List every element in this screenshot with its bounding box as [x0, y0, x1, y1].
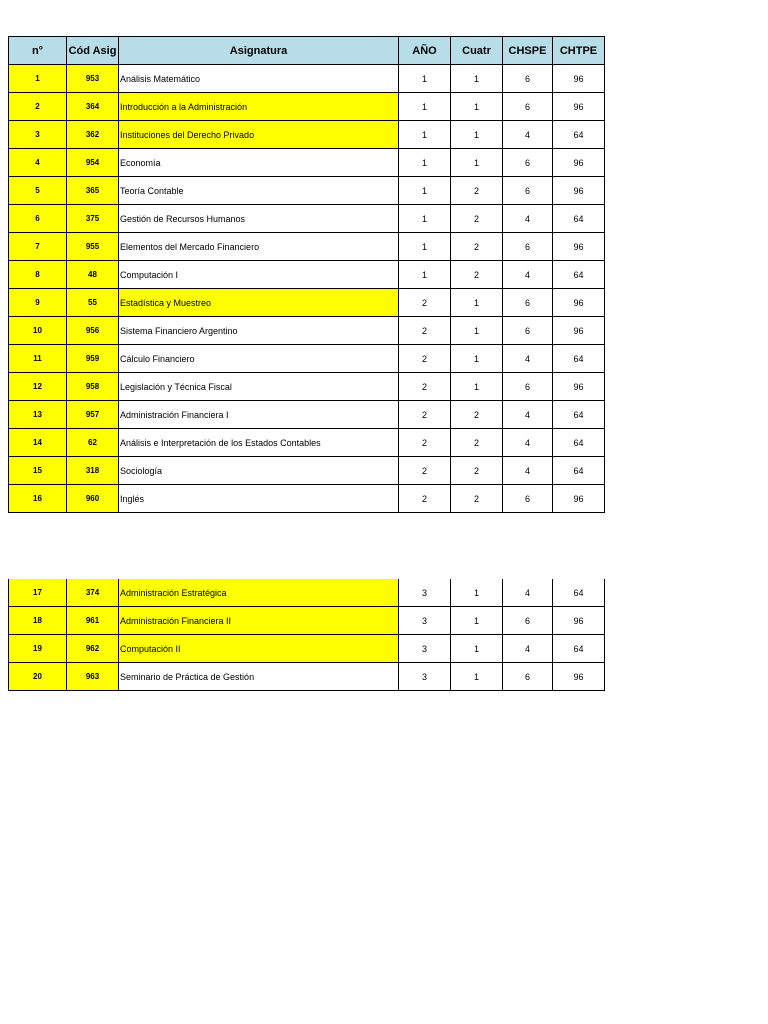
- course-year: 2: [399, 457, 451, 485]
- course-code: 62: [67, 429, 119, 457]
- course-name: Sociología: [119, 457, 399, 485]
- course-year: 3: [399, 579, 451, 607]
- course-term: 2: [451, 485, 503, 513]
- table-row: [9, 233, 605, 261]
- course-chspe: 4: [503, 261, 553, 289]
- course-chspe: 4: [503, 579, 553, 607]
- course-name: Introducción a la Administración: [119, 93, 399, 121]
- course-chtpe: 96: [553, 177, 605, 205]
- course-chtpe: 64: [553, 429, 605, 457]
- course-chtpe: 64: [553, 205, 605, 233]
- course-year: 1: [399, 205, 451, 233]
- course-name: Legislación y Técnica Fiscal: [119, 373, 399, 401]
- header-row: [9, 37, 605, 65]
- header-chspe: CHSPE: [503, 37, 553, 65]
- course-year: 2: [399, 317, 451, 345]
- course-year: 3: [399, 607, 451, 635]
- course-chspe: 6: [503, 485, 553, 513]
- course-term: 1: [451, 93, 503, 121]
- course-name: Análisis e Interpretación de los Estados Contables: [119, 429, 399, 457]
- header-anio: AÑO: [399, 37, 451, 65]
- row-number: 2: [9, 93, 67, 121]
- course-name: Estadística y Muestreo: [119, 289, 399, 317]
- course-chtpe: 96: [553, 93, 605, 121]
- course-term: 1: [451, 373, 503, 401]
- course-year: 2: [399, 401, 451, 429]
- course-chspe: 6: [503, 177, 553, 205]
- course-code: 963: [67, 663, 119, 691]
- course-year: 2: [399, 345, 451, 373]
- course-code: 960: [67, 485, 119, 513]
- row-number: 11: [9, 345, 67, 373]
- course-chtpe: 64: [553, 457, 605, 485]
- course-name: Administración Financiera II: [119, 607, 399, 635]
- course-chtpe: 96: [553, 607, 605, 635]
- row-number: 14: [9, 429, 67, 457]
- course-code: 48: [67, 261, 119, 289]
- course-year: 2: [399, 429, 451, 457]
- course-code: 958: [67, 373, 119, 401]
- course-name: Administración Financiera I: [119, 401, 399, 429]
- course-code: 961: [67, 607, 119, 635]
- table-row: [9, 345, 605, 373]
- course-chspe: 6: [503, 607, 553, 635]
- course-term: 2: [451, 177, 503, 205]
- course-year: 2: [399, 373, 451, 401]
- course-code: 362: [67, 121, 119, 149]
- row-number: 8: [9, 261, 67, 289]
- table-row: [9, 205, 605, 233]
- course-chspe: 4: [503, 121, 553, 149]
- course-year: 1: [399, 121, 451, 149]
- course-name: Análisis Matemático: [119, 65, 399, 93]
- course-year: 1: [399, 177, 451, 205]
- row-number: 19: [9, 635, 67, 663]
- course-chtpe: 64: [553, 121, 605, 149]
- course-code: 364: [67, 93, 119, 121]
- course-term: 2: [451, 401, 503, 429]
- course-chspe: 6: [503, 65, 553, 93]
- course-name: Teoría Contable: [119, 177, 399, 205]
- table-row: [9, 485, 605, 513]
- table-row: [9, 429, 605, 457]
- header-cuatr: Cuatr: [451, 37, 503, 65]
- course-chtpe: 96: [553, 65, 605, 93]
- course-chspe: 6: [503, 317, 553, 345]
- table-row: [9, 149, 605, 177]
- row-number: 9: [9, 289, 67, 317]
- course-term: 2: [451, 233, 503, 261]
- course-chtpe: 64: [553, 401, 605, 429]
- course-chspe: 4: [503, 635, 553, 663]
- subjects-table-2: [8, 579, 605, 691]
- table-row: [9, 65, 605, 93]
- course-term: 2: [451, 429, 503, 457]
- course-name: Instituciones del Derecho Privado: [119, 121, 399, 149]
- row-number: 5: [9, 177, 67, 205]
- table-row: [9, 663, 605, 691]
- course-year: 1: [399, 65, 451, 93]
- course-chtpe: 64: [553, 345, 605, 373]
- header-chtpe: CHTPE: [553, 37, 605, 65]
- course-term: 1: [451, 345, 503, 373]
- course-year: 3: [399, 663, 451, 691]
- table-row: [9, 317, 605, 345]
- course-term: 2: [451, 457, 503, 485]
- course-chtpe: 64: [553, 579, 605, 607]
- row-number: 15: [9, 457, 67, 485]
- table-row: [9, 177, 605, 205]
- course-chtpe: 96: [553, 289, 605, 317]
- header-asignatura: Asignatura: [119, 37, 399, 65]
- course-chspe: 6: [503, 663, 553, 691]
- course-chspe: 6: [503, 149, 553, 177]
- course-name: Gestión de Recursos Humanos: [119, 205, 399, 233]
- course-name: Sistema Financiero Argentino: [119, 317, 399, 345]
- table-row: [9, 457, 605, 485]
- course-term: 1: [451, 289, 503, 317]
- table-row: [9, 635, 605, 663]
- course-name: Computación II: [119, 635, 399, 663]
- course-chtpe: 96: [553, 485, 605, 513]
- course-year: 1: [399, 93, 451, 121]
- course-chtpe: 96: [553, 317, 605, 345]
- course-code: 955: [67, 233, 119, 261]
- row-number: 16: [9, 485, 67, 513]
- row-number: 1: [9, 65, 67, 93]
- course-chspe: 4: [503, 205, 553, 233]
- row-number: 20: [9, 663, 67, 691]
- course-name: Seminario de Práctica de Gestión: [119, 663, 399, 691]
- row-number: 4: [9, 149, 67, 177]
- table-row: [9, 401, 605, 429]
- course-chtpe: 64: [553, 635, 605, 663]
- course-chtpe: 96: [553, 373, 605, 401]
- course-name: Elementos del Mercado Financiero: [119, 233, 399, 261]
- course-chtpe: 96: [553, 233, 605, 261]
- course-year: 2: [399, 289, 451, 317]
- row-number: 18: [9, 607, 67, 635]
- course-name: Cálculo Financiero: [119, 345, 399, 373]
- course-term: 1: [451, 317, 503, 345]
- table-row: [9, 607, 605, 635]
- row-number: 6: [9, 205, 67, 233]
- course-code: 374: [67, 579, 119, 607]
- course-term: 2: [451, 261, 503, 289]
- course-term: 1: [451, 65, 503, 93]
- course-chspe: 6: [503, 233, 553, 261]
- course-chspe: 4: [503, 345, 553, 373]
- course-chtpe: 64: [553, 261, 605, 289]
- course-name: Administración Estratégica: [119, 579, 399, 607]
- course-chspe: 6: [503, 289, 553, 317]
- table-row: [9, 289, 605, 317]
- row-number: 7: [9, 233, 67, 261]
- row-number: 13: [9, 401, 67, 429]
- course-term: 1: [451, 579, 503, 607]
- course-code: 956: [67, 317, 119, 345]
- course-code: 954: [67, 149, 119, 177]
- course-name: Computación I: [119, 261, 399, 289]
- course-term: 1: [451, 607, 503, 635]
- table-row: [9, 373, 605, 401]
- table-row: [9, 579, 605, 607]
- course-year: 1: [399, 233, 451, 261]
- course-term: 1: [451, 149, 503, 177]
- course-chspe: 4: [503, 401, 553, 429]
- course-code: 953: [67, 65, 119, 93]
- course-year: 3: [399, 635, 451, 663]
- table-row: [9, 121, 605, 149]
- course-chspe: 4: [503, 457, 553, 485]
- course-code: 962: [67, 635, 119, 663]
- course-code: 365: [67, 177, 119, 205]
- course-chspe: 6: [503, 93, 553, 121]
- course-code: 55: [67, 289, 119, 317]
- course-code: 318: [67, 457, 119, 485]
- course-year: 1: [399, 149, 451, 177]
- table-row: [9, 93, 605, 121]
- row-number: 3: [9, 121, 67, 149]
- course-chspe: 4: [503, 429, 553, 457]
- course-term: 1: [451, 121, 503, 149]
- row-number: 12: [9, 373, 67, 401]
- header-n: n°: [9, 37, 67, 65]
- course-chtpe: 96: [553, 149, 605, 177]
- course-term: 1: [451, 635, 503, 663]
- course-chtpe: 96: [553, 663, 605, 691]
- course-code: 959: [67, 345, 119, 373]
- course-name: Economía: [119, 149, 399, 177]
- header-cod-asig: Cód Asig: [67, 37, 119, 65]
- course-code: 957: [67, 401, 119, 429]
- course-chspe: 6: [503, 373, 553, 401]
- row-number: 10: [9, 317, 67, 345]
- course-term: 2: [451, 205, 503, 233]
- table-row: [9, 261, 605, 289]
- row-number: 17: [9, 579, 67, 607]
- course-year: 2: [399, 485, 451, 513]
- course-year: 1: [399, 261, 451, 289]
- subjects-table-1: [8, 36, 605, 513]
- course-code: 375: [67, 205, 119, 233]
- course-name: Inglés: [119, 485, 399, 513]
- course-term: 1: [451, 663, 503, 691]
